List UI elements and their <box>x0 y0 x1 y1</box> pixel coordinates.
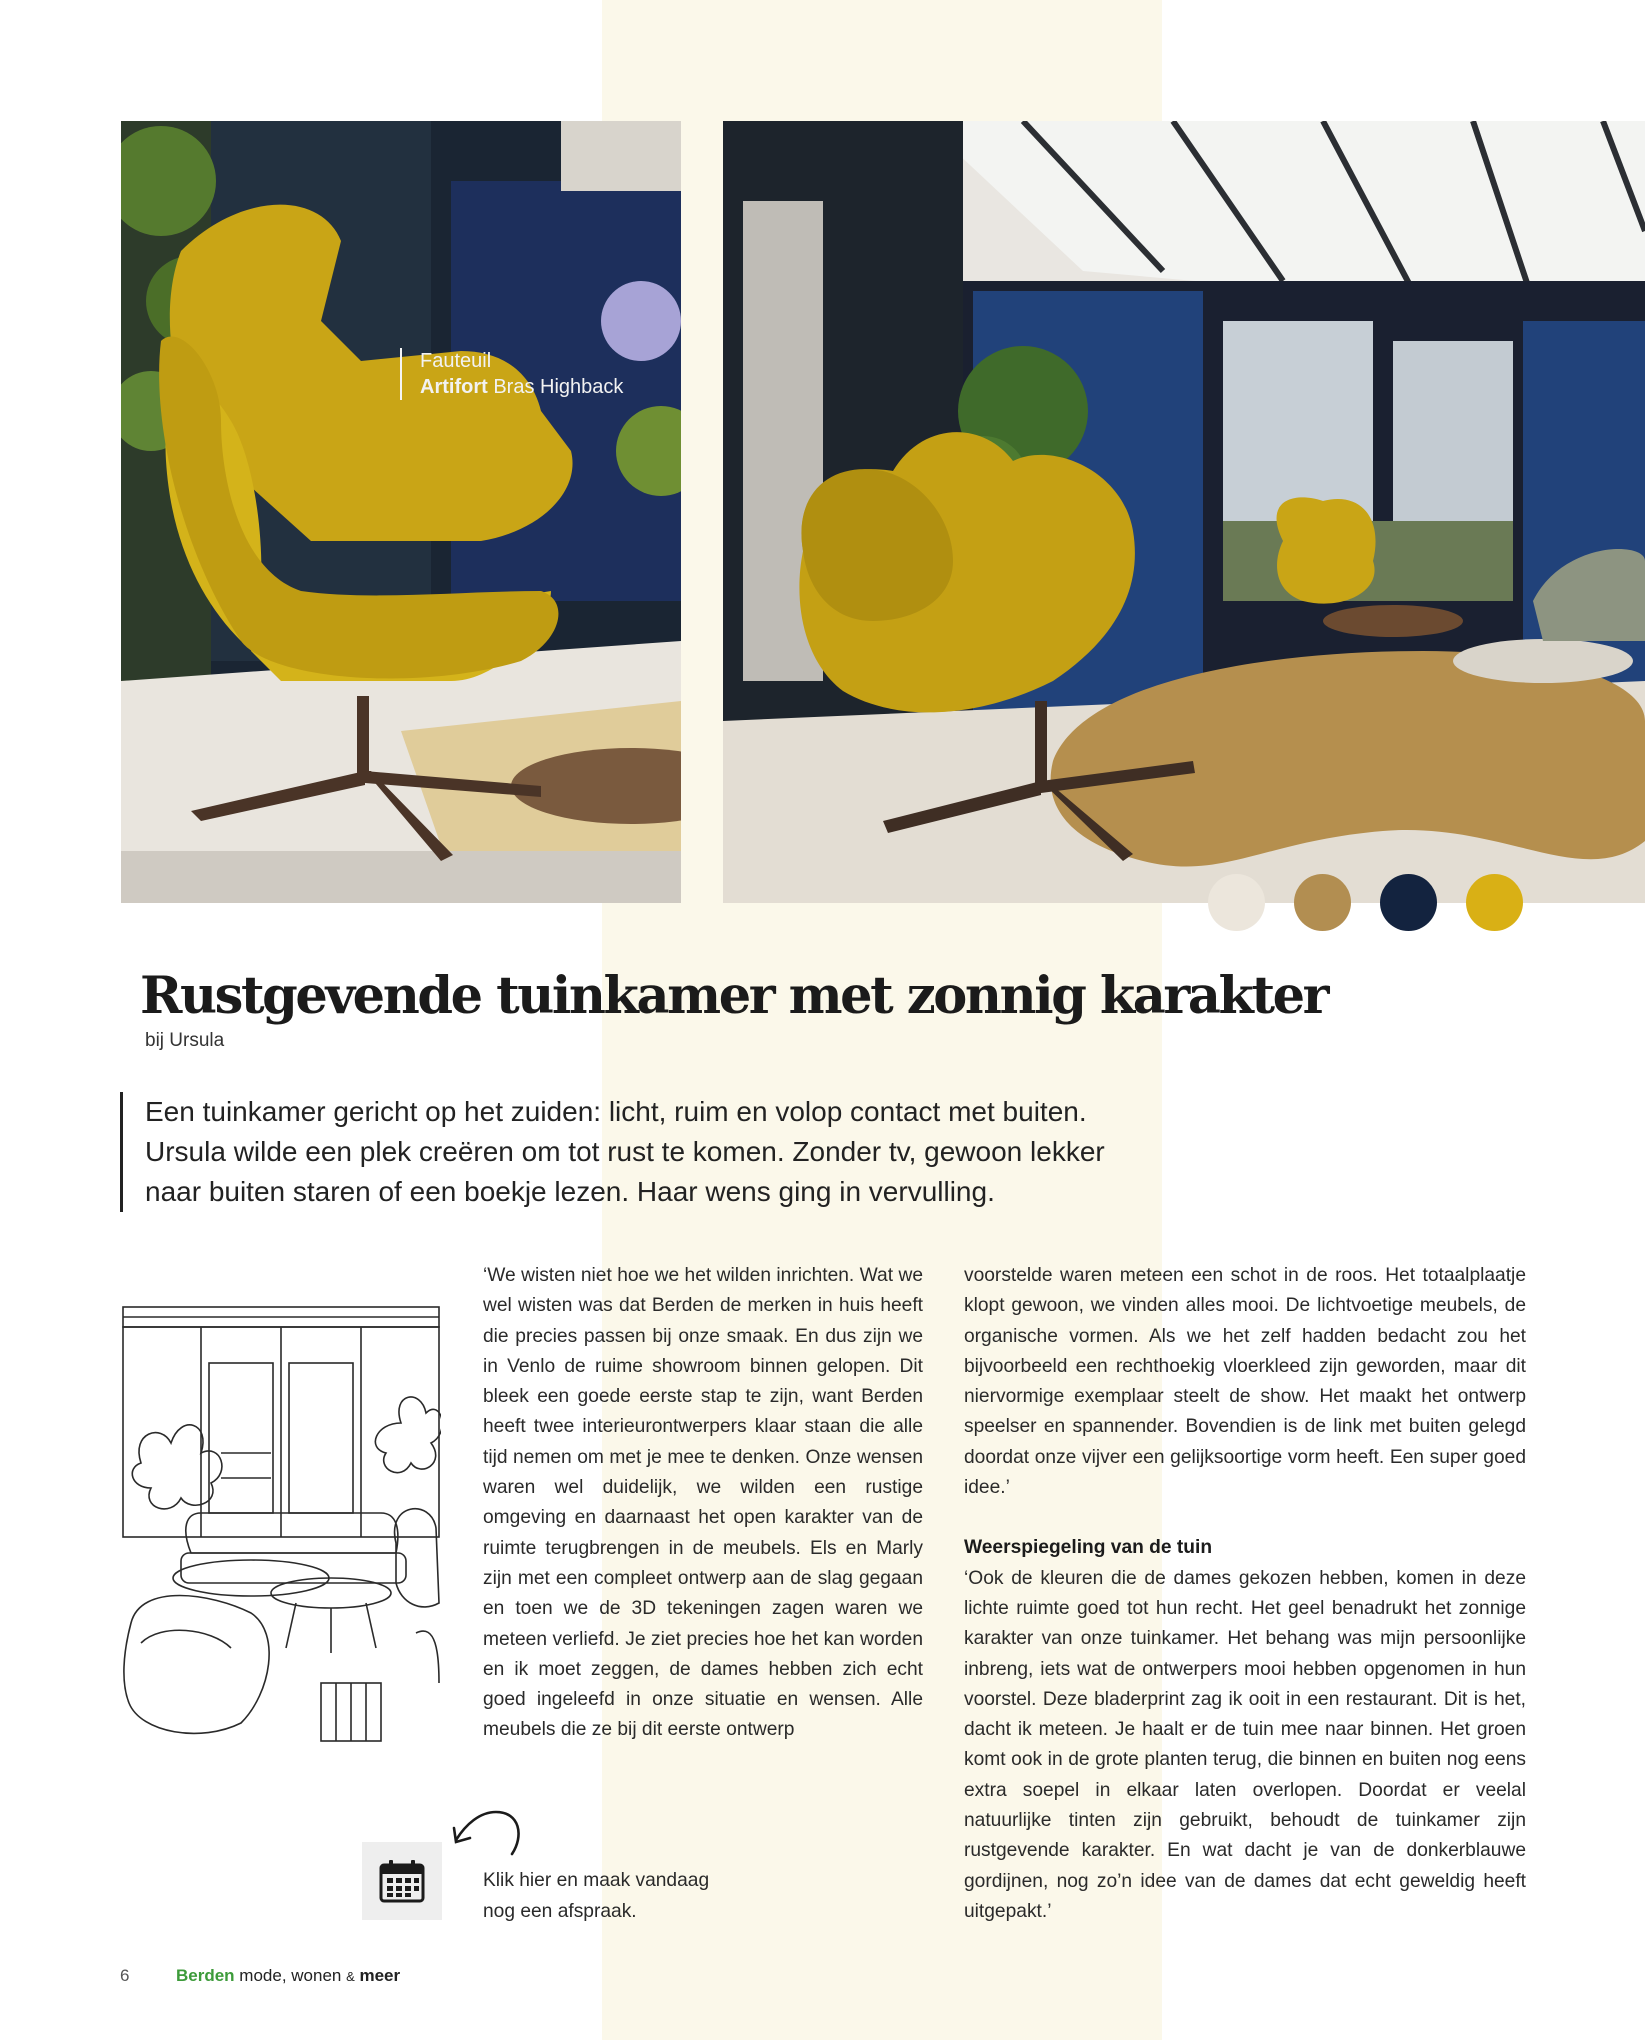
paragraph-spacer <box>964 1503 1526 1533</box>
swatch-ochre <box>1294 874 1351 931</box>
intro-line: naar buiten staren of een boekje lezen. Haar wens ging in vervulling. <box>145 1176 995 1207</box>
footer-brand-name: Berden <box>176 1966 235 1985</box>
intro-line: Ursula wilde een plek creëren om tot rust te komen. Zonder tv, gewoon lekker <box>145 1136 1105 1167</box>
intro-line: Een tuinkamer gericht op het zuiden: licht, ruim en volop contact met buiten. <box>145 1096 1087 1127</box>
calendar-icon <box>379 1859 425 1903</box>
footer-brand-amp: & <box>346 1969 355 1984</box>
footer-brand-mid: mode, wonen <box>234 1966 347 1985</box>
page-number: 6 <box>120 1966 130 1985</box>
garden-room-photo <box>723 121 1645 903</box>
appointment-button[interactable] <box>362 1842 442 1920</box>
photo-caption <box>400 348 623 400</box>
swatch-cream <box>1208 874 1265 931</box>
body-paragraph: ‘We wisten niet hoe we het wilden inrichten. Wat we wel wisten was dat Berden de merken in huis heeft die precies passen bij onze smaak. En dus zijn we in Venlo de ruime showroom binnen gelopen. Dit bleek een goede eerste stap te zijn, want Berden heeft twee interieurontwerpers klaar staan die alle tijd nemen om met je mee te denken. Onze wensen waren wel duidelijk, we wilden een rustige omgeving en daarnaast het open karakter van de ruimte terugbrengen in de meubels. Els en Marly zijn met een compleet ontwerp aan de slag gegaan en toen we de 3D tekeningen zagen waren we meteen verliefd. Je ziet precies hoe het kan worden en ik moet zeggen, de dames hebben zich echt goed ingeleefd in onze situatie en wensen. Alle meubels die ze bij dit eerste ontwerp <box>483 1265 923 1741</box>
cta-line: nog een afspraak. <box>483 1900 637 1922</box>
curved-arrow-icon <box>446 1806 526 1862</box>
caption-model: Bras Highback <box>487 376 624 398</box>
body-paragraph: ‘Ook de kleuren die de dames gekozen hebben, komen in deze lichte ruimte goed tot hun recht. Het geel benadrukt het zonnige karakter van onze tuinkamer. Het behang was mijn persoonlijke inbreng, iets wat de ontwerpers mooi hebben opgenomen in hun voorstel. Deze bladerprint zag ik ooit in een restaurant. Dit is het, dacht ik meteen. Je haalt er de tuin mee naar binnen. Het groen komt ook in de grote planten terug, die binnen en buiten nog eens extra soepel in elkaar laten overlopen. Doordat er veelal natuurlijke tinten zijn gebruikt, behoudt de tuinkamer zijn rustgevende karakter. En wat dacht je van de donkerblauwe gordijnen, nog zo’n idee van de dames dat echt geweldig heeft uitgepakt.’ <box>964 1567 1526 1922</box>
appointment-link[interactable] <box>483 1866 783 1927</box>
body-column-1 <box>483 1261 923 1746</box>
caption-type: Fauteuil <box>420 350 492 372</box>
footer-brand-end: meer <box>354 1966 401 1985</box>
color-palette <box>1208 874 1523 931</box>
article-title: Rustgevende tuinkamer met zonnig karakter <box>140 966 1328 1026</box>
footer-brand <box>176 1966 400 1986</box>
caption-product <box>420 374 623 400</box>
cta-line: Klik hier en maak vandaag <box>483 1870 710 1891</box>
swatch-yellow <box>1466 874 1523 931</box>
section-subheading: Weerspiegeling van de tuin <box>964 1537 1213 1559</box>
armchair-photo <box>121 121 681 903</box>
article-byline: bij Ursula <box>145 1030 225 1051</box>
caption-brand: Artifort <box>420 376 488 398</box>
body-paragraph: voorstelde waren meteen een schot in de roos. Het totaalplaatje klopt gewoon, we vinden alles mooi. De lichtvoetige meubels, de organische vormen. Als we het zelf hadden bedacht zou het bijvoorbeeld een rechthoekig vloerkleed zijn geworden, maar dit niervormige exemplaar steelt de show. Het maakt het ontwerp speelser en spannender. Bovendien is de link met buiten gelegd doordat onze vijver een gelijksoortige vorm heeft. Een super goed idee.’ <box>964 1265 1526 1499</box>
body-column-2 <box>964 1261 1526 1927</box>
swatch-navy <box>1380 874 1437 931</box>
3d-line-drawing <box>121 1303 441 1743</box>
intro-quote <box>120 1092 1180 1212</box>
